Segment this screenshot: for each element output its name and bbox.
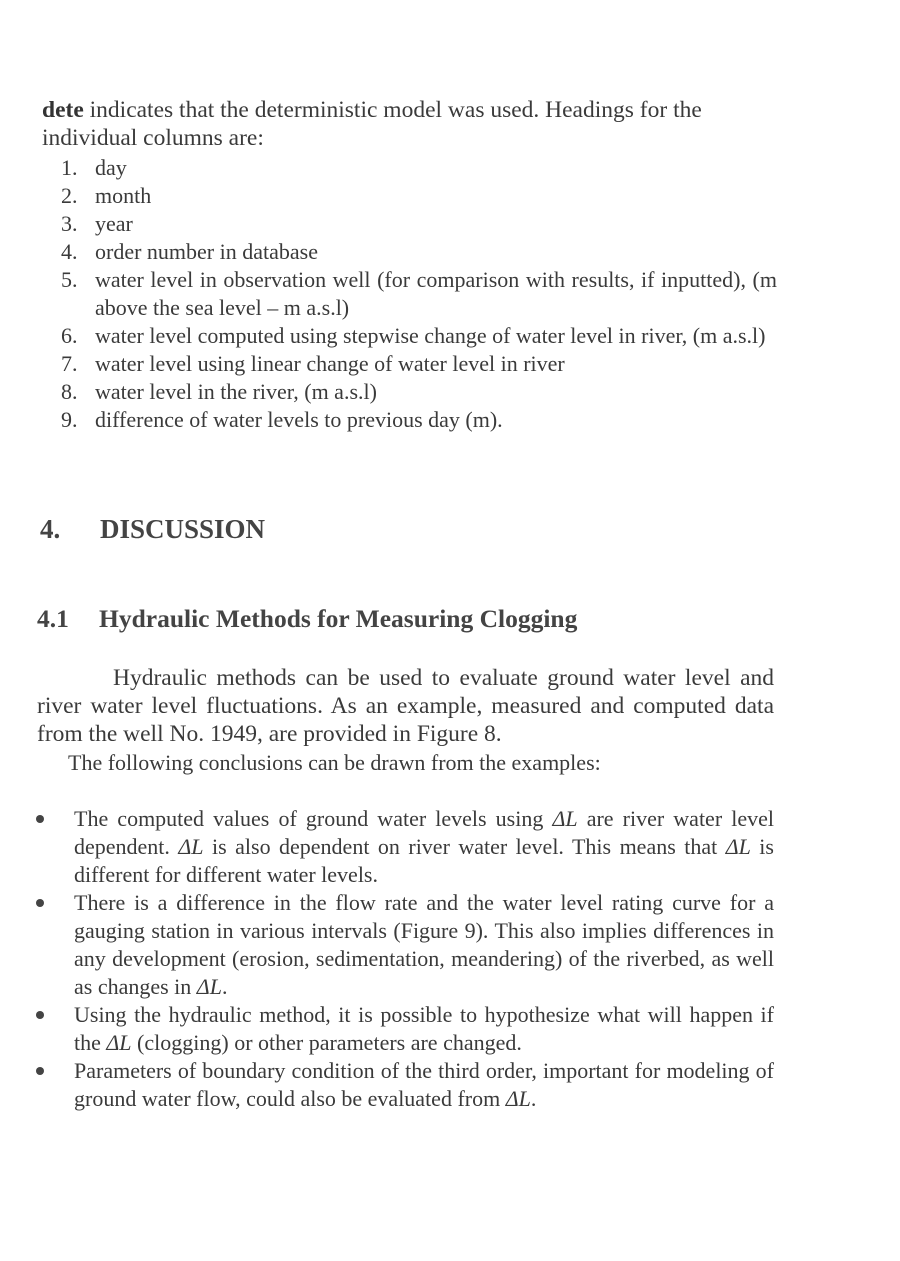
bullet-icon	[36, 1011, 44, 1019]
list-number: 9.	[61, 407, 78, 432]
list-number: 3.	[61, 211, 78, 236]
list-item	[42, 350, 777, 378]
list-item-text: water level in the river, (m a.s.l)	[95, 379, 377, 404]
body-paragraph: Hydraulic methods can be used to evaluate ground water level and river water level fluctuations. As an example, measured and computed data from the well No. 1949, are provided in Figure 8.	[37, 665, 774, 747]
bullet-text: Using the hydraulic method, it is possible to hypothesize what will happen if the ΔL (clogging) or other parameters are changed.	[74, 1002, 774, 1055]
bullet-item	[36, 1001, 774, 1057]
list-item	[42, 182, 777, 210]
intro-bold-word: dete	[42, 97, 84, 123]
list-item-text: order number in database	[95, 239, 318, 264]
list-number: 8.	[61, 379, 78, 404]
list-item-text: year	[95, 211, 133, 236]
bullet-item	[36, 889, 774, 1001]
list-item	[42, 238, 777, 266]
section-title: DISCUSSION	[100, 514, 266, 544]
list-number: 4.	[61, 239, 78, 264]
list-item-text: month	[95, 183, 152, 208]
list-item	[42, 378, 777, 406]
bullet-text: The computed values of ground water levels using ΔL are river water level dependent. ΔL is also dependent on river water level. This means that ΔL is different for different water levels.	[74, 806, 774, 887]
list-number: 6.	[61, 323, 78, 348]
list-item-text: difference of water levels to previous day (m).	[95, 407, 503, 432]
bullet-icon	[36, 1067, 44, 1075]
conclusions-intro: The following conclusions can be drawn from the examples:	[68, 750, 601, 775]
list-number: 5.	[61, 267, 78, 292]
list-item	[42, 266, 777, 322]
list-item-text: water level computed using stepwise change of water level in river, (m a.s.l)	[95, 323, 766, 348]
intro-paragraph	[42, 96, 782, 152]
intro-text: indicates that the deterministic model was used. Headings for the individual columns are:	[42, 97, 702, 151]
list-number: 1.	[61, 155, 78, 180]
subsection-heading	[37, 604, 577, 634]
bullet-text: Parameters of boundary condition of the third order, important for modeling of ground water flow, could also be evaluated from ΔL.	[74, 1058, 774, 1111]
list-item-text: day	[95, 155, 127, 180]
list-item	[42, 210, 777, 238]
list-item-text: water level in observation well (for comparison with results, if inputted), (m above the sea level – m a.s.l)	[95, 267, 777, 320]
bullet-item	[36, 1057, 774, 1113]
bullet-icon	[36, 815, 44, 823]
subsection-number: 4.1	[37, 604, 69, 633]
conclusions-list	[36, 805, 774, 1113]
list-item-text: water level using linear change of water level in river	[95, 351, 565, 376]
section-heading	[40, 514, 265, 545]
list-item	[42, 406, 777, 434]
column-headings-list	[42, 154, 777, 434]
list-number: 7.	[61, 351, 78, 376]
list-item	[42, 322, 777, 350]
bullet-text: There is a difference in the flow rate and the water level rating curve for a gauging station in various intervals (Figure 9). This also implies differences in any development (erosion, sedimentation, meandering) of the riverbed, as well as changes in ΔL.	[74, 890, 774, 999]
bullet-item	[36, 805, 774, 889]
subsection-title: Hydraulic Methods for Measuring Clogging	[99, 604, 578, 633]
section-number: 4.	[40, 514, 61, 544]
bullet-icon	[36, 899, 44, 907]
list-item	[42, 154, 777, 182]
list-number: 2.	[61, 183, 78, 208]
